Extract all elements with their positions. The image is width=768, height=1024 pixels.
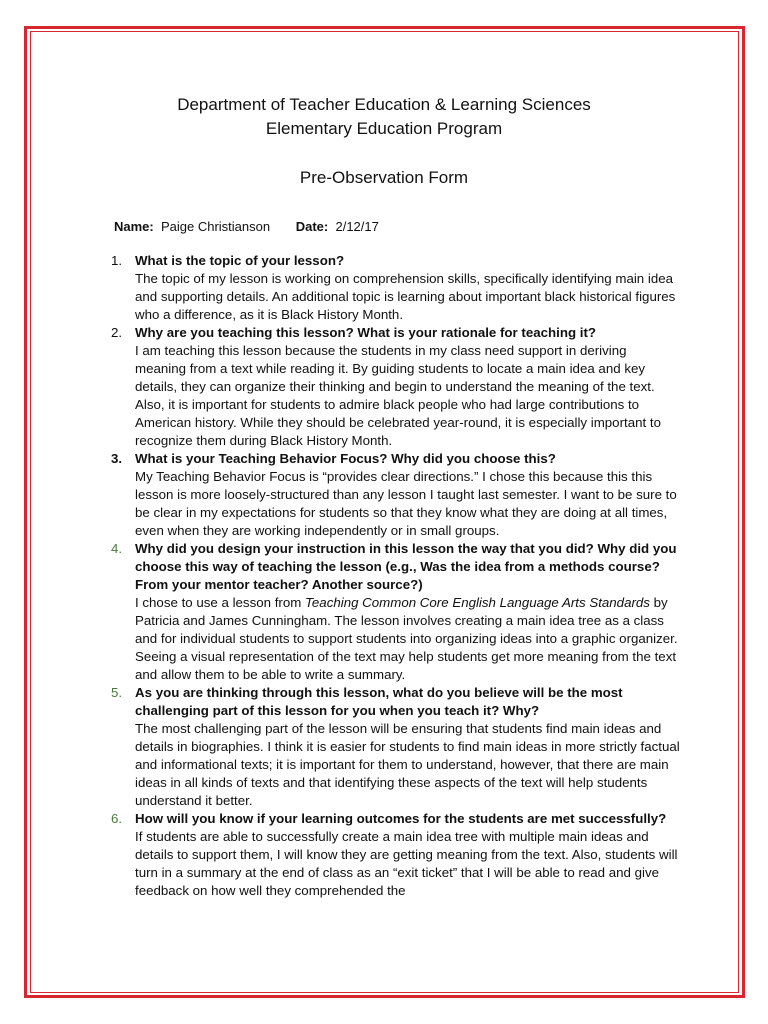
question-number: 1. — [111, 253, 123, 268]
question-text: What is the topic of your lesson? — [135, 253, 345, 268]
question-number: 5. — [111, 685, 123, 700]
answer-text — [135, 594, 680, 684]
question-number: 2. — [111, 325, 123, 340]
question-text: Why are you teaching this lesson? What is your rationale for teaching it? — [135, 325, 597, 340]
answer-text-start: I chose to use a lesson from — [135, 595, 305, 610]
question-number: 3. — [111, 451, 123, 466]
department-title: Department of Teacher Education & Learning Sciences — [177, 95, 591, 114]
question-text: How will you know if your learning outcomes for the students are met successfully? — [135, 811, 667, 826]
answer-text: If students are able to successfully create a main idea tree with multiple main ideas and details to support them, I will know they are getting meaning from the text. Also, students will turn in a summary at the end of class as an “exit ticket” that I will be able to read and give feedback on how well they comprehended the — [135, 829, 678, 898]
program-title: Elementary Education Program — [265, 119, 503, 138]
question-item-3 — [110, 450, 680, 540]
answer-text: I am teaching this lesson because the students in my class need support in deriving meaning from a text while reading it. By guiding students to locate a main idea and key details, they can organize their thinking and begin to understand the meaning of the text. Also, it is important for students to admire black people who had large contributions to American history. While they should be celebrated year-round, it is especially important to recognize them during Black History Month. — [135, 343, 661, 448]
book-title: Teaching Common Core English Language Arts Standards — [305, 595, 650, 610]
name-value: Paige Christianson — [160, 219, 271, 234]
question-text: What is your Teaching Behavior Focus? Why did you choose this? — [135, 451, 556, 466]
question-item-1 — [110, 252, 680, 324]
answer-text: The topic of my lesson is working on comprehension skills, specifically identifying main idea and supporting details. An additional topic is learning about important black historical figures who a difference, as it is Black History Month. — [135, 271, 676, 322]
question-item-4 — [110, 540, 680, 684]
answer-text: My Teaching Behavior Focus is “provides clear directions.” I chose this because this this lesson is more loosely-structured than any lesson I taught last semester. I want to be sure to be clear in my expectations for students so that they know what they are doing at all times, even when they are working independently or in small groups. — [135, 469, 677, 538]
form-meta — [114, 218, 379, 236]
answer-text: The most challenging part of the lesson will be ensuring that students find main ideas and details in biographies. I think it is easier for students to find main ideas in more strictly factual and informational texts; it is important for them to understand, however, that there are main ideas in all kinds of texts and that identifying these aspects of the text will help students understand it better. — [135, 721, 680, 808]
question-item-5 — [110, 684, 680, 810]
date-label: Date: — [295, 219, 329, 234]
name-label: Name: — [114, 219, 154, 234]
form-title: Pre-Observation Form — [299, 168, 469, 187]
question-text: Why did you design your instruction in this lesson the way that you did? Why did you choose this way of teaching the lesson (e.g., Was the idea from a methods course? From your mentor teacher? Another source?) — [135, 541, 677, 592]
question-item-6 — [110, 810, 680, 900]
question-number: 4. — [111, 541, 123, 556]
question-text: As you are thinking through this lesson, what do you believe will be the most challenging part of this lesson for you when you teach it? Why? — [135, 685, 623, 718]
question-list — [110, 252, 680, 900]
question-item-2 — [110, 324, 680, 450]
answer-text-end: by Patricia and James Cunningham. The lesson involves creating a main idea tree as a class and for individual students to support students into organizing ideas into a graphic organizer. Seeing a visual representation of the text may help students get more meaning from the text and allow them to be able to write a summary. — [135, 595, 678, 682]
question-number: 6. — [111, 811, 123, 826]
date-value: 2/12/17 — [335, 219, 379, 234]
